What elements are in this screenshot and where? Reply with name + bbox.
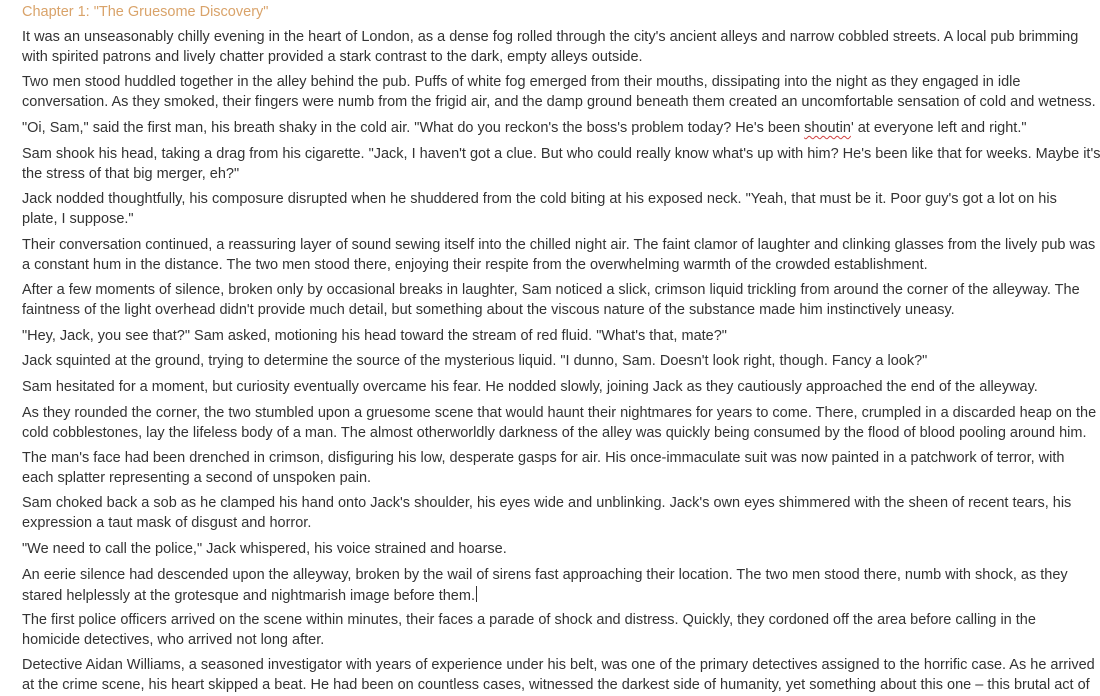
text-line: plate, I suppose.": [22, 210, 134, 227]
text-run: ' at everyone left and right.": [850, 120, 1027, 136]
text-run: stared helplessly at the grotesque and nightmarish image before them.: [22, 587, 475, 604]
misspelled-word[interactable]: shoutin: [804, 120, 851, 136]
text-line: [22, 586, 1012, 607]
text-run: "Oi, Sam," said the first man, his breath shaky in the cold air. "What do you reckon's the boss's problem today? He's been: [22, 120, 805, 136]
text-line: homicide detectives, who arrived not long after.: [22, 631, 325, 648]
paragraph: [22, 611, 1036, 650]
text-line: The first police officers arrived on the scene within minutes, their faces a parade of shock and distress. Quickly, they cordoned off the area before calling in the: [22, 612, 1036, 628]
paragraph: [22, 281, 1080, 320]
paragraph: [22, 404, 1097, 443]
text-line: An eerie silence had descended upon the alleyway, broken by the wail of sirens fast approaching their location. The two men stood there, numb with shock, as they: [22, 567, 1068, 583]
text-line: conversation. As they smoked, their fingers were numb from the frigid air, and the damp ground beneath them created an uncomfortable sensation of cold and wetness.: [22, 93, 1096, 110]
text-line: faintness of the light overhead didn't provide much detail, but something about the viscous nature of the substance made him instinctively uneasy.: [22, 301, 955, 318]
text-line: "We need to call the police," Jack whispered, his voice strained and hoarse.: [22, 541, 507, 557]
text-line: The man's face had been drenched in crimson, disfiguring his low, desperate gasps for air. His once-immaculate suit was now painted in a patchwork of terror, with: [22, 450, 1065, 466]
paragraph: [22, 236, 1096, 275]
text-line: each splatter representing a second of unspoken pain.: [22, 469, 372, 486]
paragraph: [22, 327, 1012, 347]
paragraph: [22, 190, 1057, 229]
paragraph: [22, 352, 1012, 372]
paragraph: [22, 449, 1065, 488]
text-line: After a few moments of silence, broken only by occasional breaks in laughter, Sam noticed a slick, crimson liquid trickling from around the corner of the alleyway. The: [22, 282, 1080, 298]
paragraph: [22, 566, 1068, 606]
text-line: As they rounded the corner, the two stumbled upon a gruesome scene that would haunt their nightmares for years to come. There, crumpled in a discarded heap on the: [22, 405, 1097, 421]
paragraph: [22, 73, 1096, 112]
paragraph: [22, 119, 1027, 139]
paragraph: [22, 540, 1012, 560]
text-line: with spirited patrons and lively chatter provided a stark contrast to the dark, empty alleys outside.: [22, 48, 643, 65]
chapter-title: Chapter 1: "The Gruesome Discovery": [22, 4, 269, 20]
paragraph: [22, 28, 1079, 67]
text-line: Their conversation continued, a reassuring layer of sound sewing itself into the chilled night air. The faint clamor of laughter and clinking glasses from the lively pub was: [22, 237, 1096, 253]
paragraph: [22, 145, 1100, 184]
paragraph: [22, 656, 1095, 695]
text-line: at the crime scene, his heart skipped a beat. He had been on countless cases, witnessed the darkest side of humanity, yet something about this one – this brutal act of: [22, 676, 1090, 693]
paragraph: [22, 494, 1072, 533]
text-line: Sam choked back a sob as he clamped his hand onto Jack's shoulder, his eyes wide and unblinking. Jack's own eyes shimmered with the sheen of recent tears, his: [22, 495, 1072, 511]
text-line: Two men stood huddled together in the alley behind the pub. Puffs of white fog emerged from their mouths, dissipating into the night as they engaged in idle: [22, 74, 1021, 90]
text-line: Jack nodded thoughtfully, his composure disrupted when he shuddered from the cold biting at his exposed neck. "Yeah, that must be it. Poor guy's got a lot on his: [22, 191, 1057, 207]
text-line: Jack squinted at the ground, trying to determine the source of the mysterious liquid. "I dunno, Sam. Doesn't look right, though. Fancy a look?": [22, 353, 928, 369]
text-line: Detective Aidan Williams, a seasoned investigator with years of experience under his belt, was one of the primary detectives assigned to the horrific case. As he arrived: [22, 657, 1095, 673]
text-cursor: [476, 586, 477, 602]
text-line: It was an unseasonably chilly evening in the heart of London, as a dense fog rolled through the city's ancient alleys and narrow cobbled streets. A local pub brimming: [22, 29, 1079, 45]
paragraph: [22, 378, 1038, 398]
text-line: "Hey, Jack, you see that?" Sam asked, motioning his head toward the stream of red fluid. "What's that, mate?": [22, 328, 727, 344]
text-line: a constant hum in the distance. The two men stood there, enjoying their respite from the overwhelming warmth of the crowded establishment.: [22, 256, 928, 273]
text-line: expression a taut mask of disgust and horror.: [22, 514, 312, 531]
text-line: cold cobblestones, lay the lifeless body of a man. The almost otherworldly darkness of the alley was quickly being consumed by the flood of blood pooling around him.: [22, 424, 1087, 441]
text-line: Sam hesitated for a moment, but curiosity eventually overcame his fear. He nodded slowly, joining Jack as they cautiously approached the end of the alleyway.: [22, 379, 1038, 395]
text-line: Sam shook his head, taking a drag from his cigarette. "Jack, I haven't got a clue. But who could really know what's up with him? He's been like that for weeks. Maybe it's: [22, 146, 1100, 162]
text-line: [22, 119, 1027, 139]
text-line: the stress of that big merger, eh?": [22, 165, 240, 182]
